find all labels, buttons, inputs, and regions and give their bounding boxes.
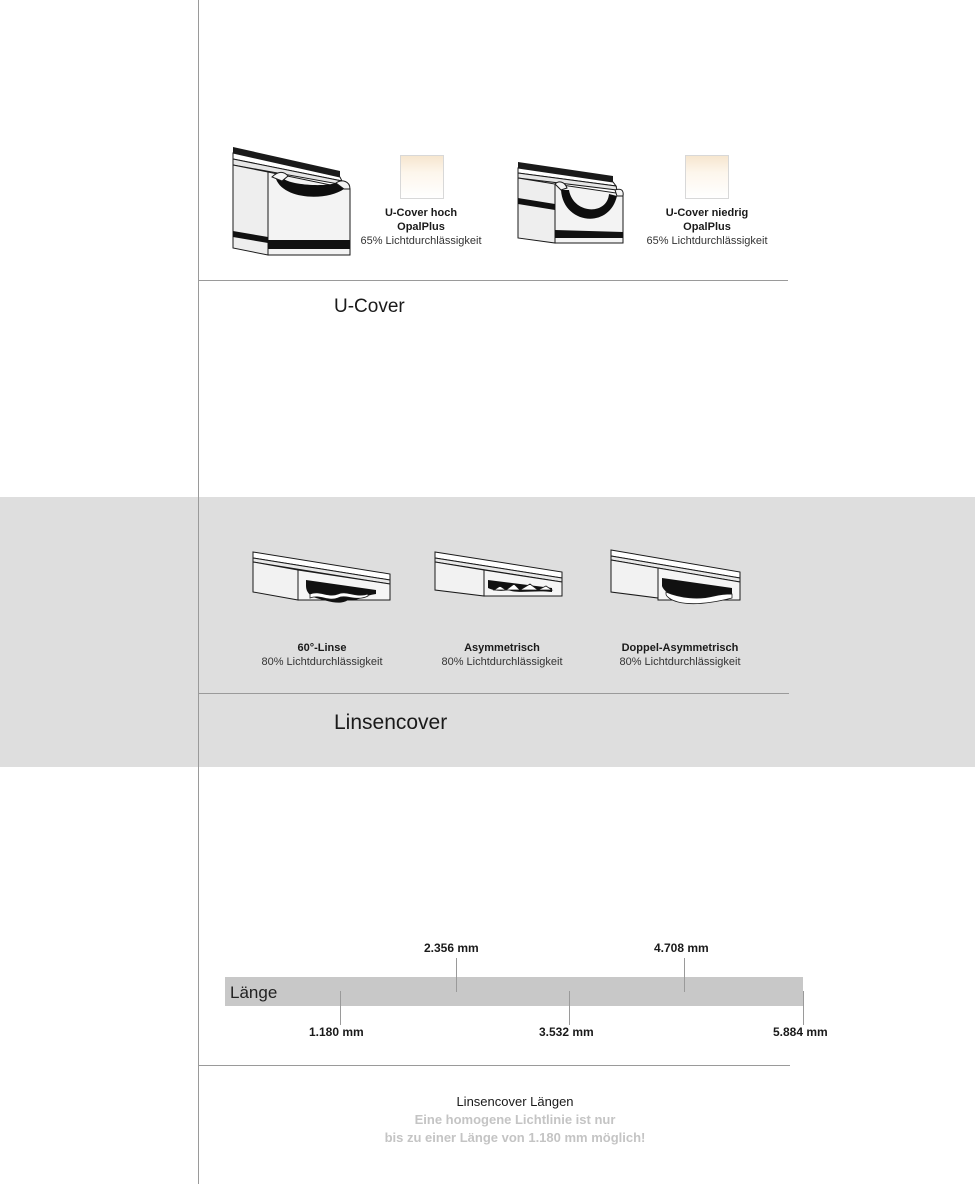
doppel-asymmetrisch-profile-image — [610, 548, 746, 610]
asymmetrisch-desc: 80% Lichtdurchlässigkeit — [441, 656, 563, 668]
linse-60-label — [240, 641, 404, 669]
tick-5884 — [803, 991, 804, 1025]
footer-note-line1: Eine homogene Lichtlinie ist nur — [414, 1112, 616, 1127]
laenge-bar — [225, 977, 803, 1006]
u-cover-niedrig-profile-image — [517, 160, 627, 245]
u-cover-niedrig-desc: 65% Lichtdurchlässigkeit — [646, 235, 768, 247]
linse-60-desc: 80% Lichtdurchlässigkeit — [261, 656, 383, 668]
mark-2356: 2.356 mm — [424, 941, 479, 955]
tick-4708 — [684, 958, 685, 992]
doppel-asymmetrisch-desc: 80% Lichtdurchlässigkeit — [619, 656, 741, 668]
u-cover-hoch-desc: 65% Lichtdurchlässigkeit — [360, 235, 482, 247]
doppel-asymmetrisch-label — [588, 641, 772, 669]
asymmetrisch-label — [420, 641, 584, 669]
footer-title: Linsencover Längen — [456, 1094, 574, 1109]
asymmetrisch-name: Asymmetrisch — [464, 642, 540, 654]
linsencover-divider — [198, 693, 789, 694]
u-cover-niedrig-label — [626, 206, 788, 248]
mark-5884: 5.884 mm — [773, 1025, 828, 1039]
u-cover-hoch-color-swatch — [400, 155, 444, 199]
u-cover-niedrig-color-swatch — [685, 155, 729, 199]
linsencover-title: Linsencover — [334, 711, 448, 734]
u-cover-title: U-Cover — [334, 296, 405, 317]
u-cover-niedrig-sub: OpalPlus — [683, 221, 731, 233]
u-cover-hoch-label — [340, 206, 502, 248]
tick-3532 — [569, 991, 570, 1025]
mark-1180: 1.180 mm — [309, 1025, 364, 1039]
doppel-asymmetrisch-name: Doppel-Asymmetrisch — [621, 642, 739, 654]
u-cover-hoch-name: U-Cover hoch — [384, 207, 458, 219]
tick-1180 — [340, 991, 341, 1025]
footer-note-line2: bis zu einer Länge von 1.180 mm möglich! — [384, 1130, 646, 1145]
mark-4708: 4.708 mm — [654, 941, 709, 955]
u-cover-hoch-profile-image — [232, 145, 357, 257]
u-cover-niedrig-name: U-Cover niedrig — [665, 207, 749, 219]
asymmetrisch-profile-image — [434, 550, 566, 600]
tick-2356 — [456, 958, 457, 992]
laenge-label: Länge — [230, 983, 278, 1002]
linse-60-name: 60°-Linse — [297, 642, 347, 654]
linse-60-profile-image — [252, 550, 394, 608]
linsencover-band — [0, 497, 975, 767]
u-cover-divider — [198, 280, 788, 281]
mark-3532: 3.532 mm — [539, 1025, 594, 1039]
laenge-divider — [198, 1065, 790, 1066]
u-cover-hoch-sub: OpalPlus — [397, 221, 445, 233]
vertical-divider — [198, 0, 199, 1184]
